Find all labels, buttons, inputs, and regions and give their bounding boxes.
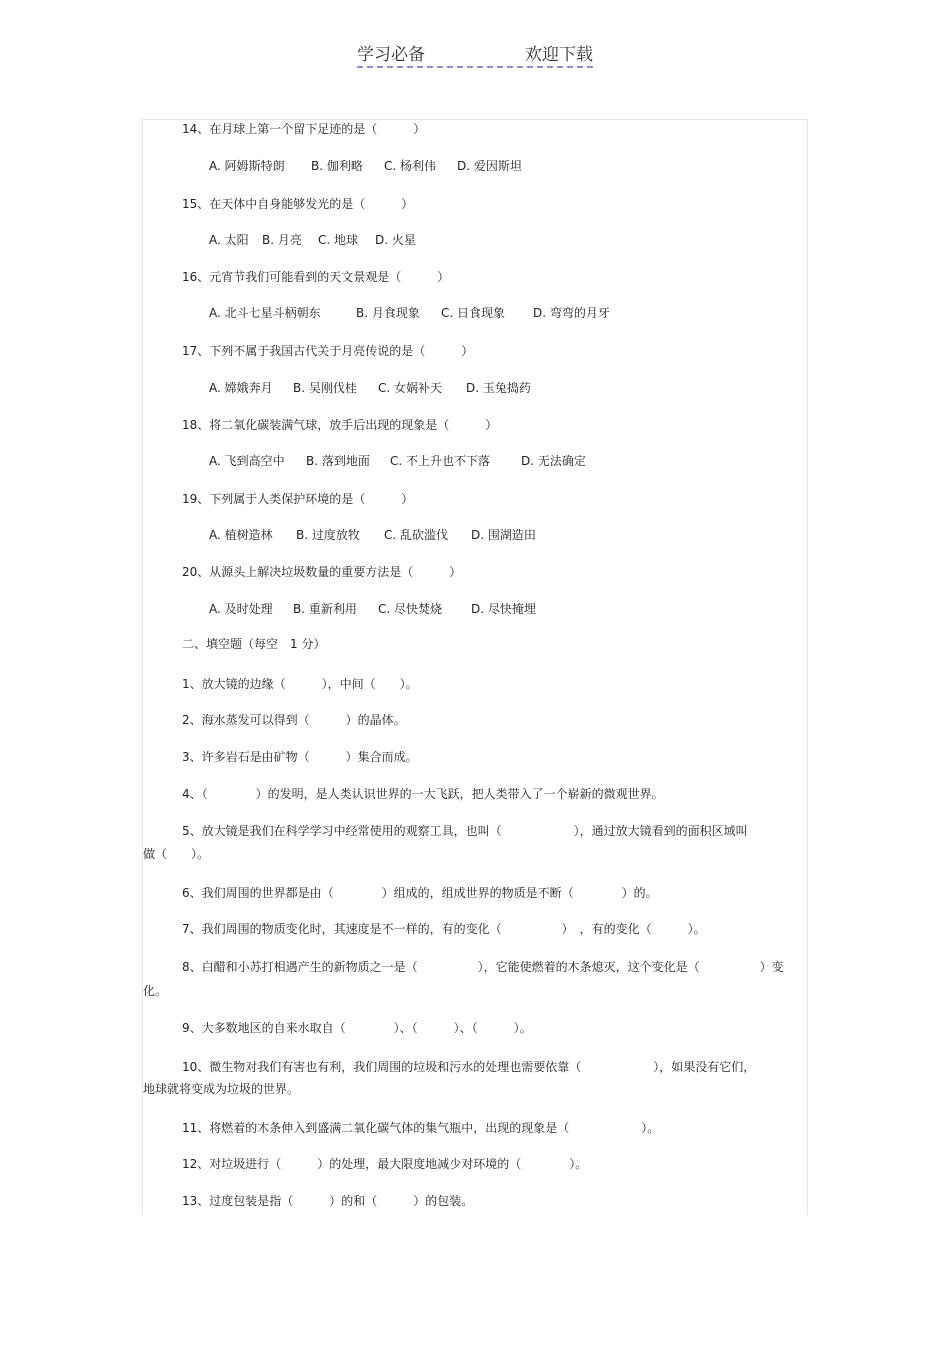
option-15-a: A. 太阳 bbox=[209, 233, 249, 247]
option-17-b: B. 吴刚伐桂 bbox=[293, 381, 357, 395]
page-header bbox=[357, 40, 593, 68]
option-14-b: B. 伽利略 bbox=[311, 159, 363, 173]
option-15-c: C. 地球 bbox=[318, 233, 359, 247]
fill-question-10-line2: 地球就将变成为垃圾的世界。 bbox=[143, 1082, 300, 1096]
fill-question-3: 3、许多岩石是由矿物（ ）集合而成。 bbox=[182, 750, 418, 764]
option-15-d: D. 火星 bbox=[375, 233, 416, 247]
fill-question-2: 2、海水蒸发可以得到（ ）的晶体。 bbox=[182, 713, 406, 727]
option-16-d: D. 弯弯的月牙 bbox=[533, 306, 610, 320]
question-18: 18、将二氧化碳装满气球，放手后出现的现象是（ ） bbox=[182, 418, 498, 432]
option-20-b: B. 重新利用 bbox=[293, 602, 357, 616]
option-19-c: C. 乱砍滥伐 bbox=[384, 528, 449, 542]
question-20: 20、从源头上解决垃圾数量的重要方法是（ ） bbox=[182, 565, 462, 579]
fill-question-12: 12、对垃圾进行（ ）的处理，最大限度地减少对环境的（ ）。 bbox=[182, 1157, 588, 1171]
fill-question-4: 4、（ ）的发明，是人类认识世界的一大飞跃，把人类带入了一个崭新的微观世界。 bbox=[182, 787, 664, 801]
option-14-d: D. 爱因斯坦 bbox=[457, 159, 522, 173]
option-19-b: B. 过度放牧 bbox=[296, 528, 360, 542]
option-15-b: B. 月亮 bbox=[262, 233, 302, 247]
fill-question-7: 7、我们周围的物质变化时，其速度是不一样的，有的变化（ ） ，有的变化（ ）。 bbox=[182, 922, 706, 936]
fill-question-9: 9、大多数地区的自来水取自（ ）、（ ）、（ ）。 bbox=[182, 1021, 532, 1035]
option-17-d: D. 玉兔捣药 bbox=[466, 381, 531, 395]
option-16-c: C. 日食现象 bbox=[441, 306, 506, 320]
fill-question-8-line2: 化。 bbox=[143, 984, 168, 998]
option-17-c: C. 女娲补天 bbox=[378, 381, 443, 395]
option-16-b: B. 月食现象 bbox=[356, 306, 420, 320]
option-18-d: D. 无法确定 bbox=[521, 454, 586, 468]
fill-question-5-line1: 5、放大镜是我们在科学学习中经常使用的观察工具，也叫（ ），通过放大镜看到的面积区域叫 bbox=[182, 824, 748, 838]
option-18-c: C. 不上升也不下落 bbox=[390, 454, 491, 468]
header-right-text: 欢迎下载 bbox=[525, 45, 593, 65]
fill-question-8-line1: 8、白醋和小苏打相遇产生的新物质之一是（ ），它能使燃着的木条熄灭，这个变化是（ ）变 bbox=[182, 960, 784, 974]
question-15: 15、在天体中自身能够发光的是（ ） bbox=[182, 197, 414, 211]
option-14-a: A. 阿姆斯特朗 bbox=[209, 159, 285, 173]
section-heading-fill-in: 二、填空题（每空 1 分） bbox=[182, 637, 326, 651]
fill-question-6: 6、我们周围的世界都是由（ ）组成的，组成世界的物质是不断（ ）的。 bbox=[182, 886, 658, 900]
option-20-a: A. 及时处理 bbox=[209, 602, 273, 616]
fill-question-13: 13、过度包装是指（ ）的和（ ）的包装。 bbox=[182, 1194, 474, 1208]
option-16-a: A. 北斗七星斗柄朝东 bbox=[209, 306, 321, 320]
header-left-text: 学习必备 bbox=[357, 45, 425, 65]
fill-question-10-line1: 10、微生物对我们有害也有利，我们周围的垃圾和污水的处理也需要依靠（ ），如果没有它们， bbox=[182, 1060, 756, 1074]
option-20-d: D. 尽快掩埋 bbox=[471, 602, 536, 616]
fill-question-5-line2: 做（ ）。 bbox=[143, 847, 210, 861]
question-16: 16、元宵节我们可能看到的天文景观是（ ） bbox=[182, 270, 450, 284]
option-20-c: C. 尽快焚烧 bbox=[378, 602, 443, 616]
option-14-c: C. 杨利伟 bbox=[384, 159, 437, 173]
fill-question-1: 1、放大镜的边缘（ ），中间（ ）。 bbox=[182, 677, 418, 691]
question-14: 14、在月球上第一个留下足迹的是（ ） bbox=[182, 122, 426, 136]
option-19-d: D. 围湖造田 bbox=[471, 528, 536, 542]
question-19: 19、下列属于人类保护环境的是（ ） bbox=[182, 492, 414, 506]
question-17: 17、下列不属于我国古代关于月亮传说的是（ ） bbox=[182, 344, 474, 358]
option-18-a: A. 飞到高空中 bbox=[209, 454, 285, 468]
option-19-a: A. 植树造林 bbox=[209, 528, 273, 542]
option-18-b: B. 落到地面 bbox=[306, 454, 370, 468]
option-17-a: A. 嫦娥奔月 bbox=[209, 381, 273, 395]
fill-question-11: 11、将燃着的木条伸入到盛满二氧化碳气体的集气瓶中，出现的现象是（ ）。 bbox=[182, 1121, 660, 1135]
